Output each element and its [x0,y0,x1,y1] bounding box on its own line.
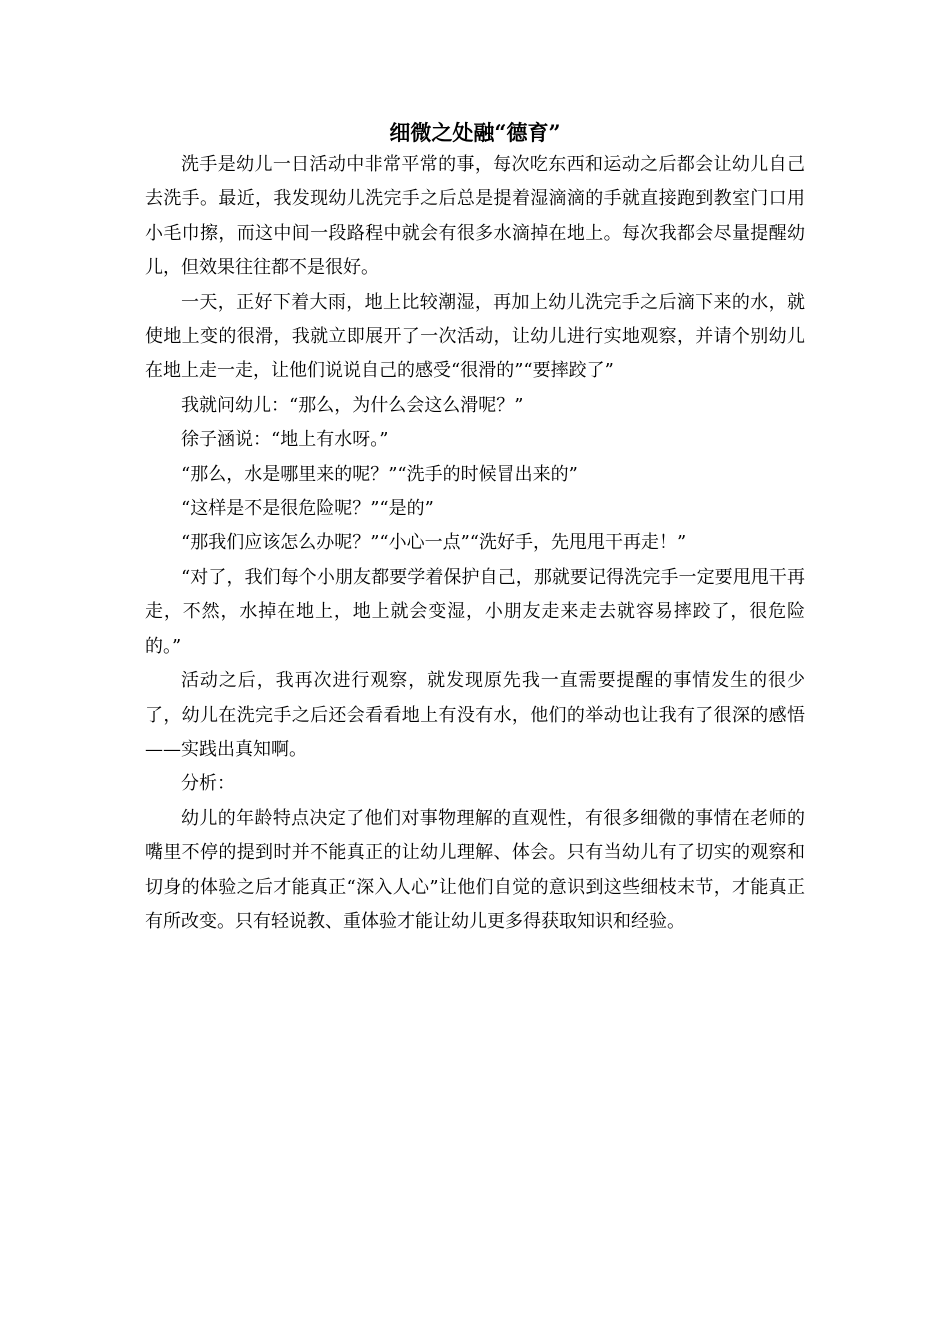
paragraph-4: 徐子涵说：“地上有水呀。” [181,429,389,451]
paragraph-3: 我就问幼儿：“那么，为什么会这么滑呢？” [181,394,524,416]
document-body [145,148,805,939]
paragraph-2: 一天，正好下着大雨，地上比较潮湿，再加上幼儿洗完手之后滴下来的水，就使地上变的很滑，我就立即展开了一次活动，让幼儿进行实地观察，并请个别幼儿在地上走一走，让他们说说自己的感受“很滑的”“要摔跤了” [145,291,805,382]
analysis-heading: 分析： [181,773,235,795]
document-title: 细微之处融“德育” [389,120,561,145]
paragraph-6: “这样是不是很危险呢？”“是的” [181,498,434,520]
paragraph-1: 洗手是幼儿一日活动中非常平常的事，每次吃东西和运动之后都会让幼儿自己去洗手。最近，我发现幼儿洗完手之后总是提着湿滴滴的手就直接跑到教室门口用小毛巾擦，而这中间一段路程中就会有很多水滴掉在地上。每次我都会尽量提醒幼儿，但效果往往都不是很好。 [145,154,805,279]
paragraph-8: “对了，我们每个小朋友都要学着保护自己，那就要记得洗完手一定要甩甩干再走，不然，水掉在地上，地上就会变湿，小朋友走来走去就容易摔跤了，很危险的。” [145,566,805,657]
paragraph-5: “那么，水是哪里来的呢？”“洗手的时候冒出来的” [181,463,578,485]
paragraph-7: “那我们应该怎么办呢？”“小心一点”“洗好手，先甩甩干再走！” [181,532,687,554]
paragraph-9: 活动之后，我再次进行观察，就发现原先我一直需要提醒的事情发生的很少了，幼儿在洗完手之后还会看看地上有没有水，他们的举动也让我有了很深的感悟——实践出真知啊。 [145,670,805,760]
paragraph-analysis: 幼儿的年龄特点决定了他们对事物理解的直观性，有很多细微的事情在老师的嘴里不停的提到时并不能真正的让幼儿理解、体会。只有当幼儿有了切实的观察和切身的体验之后才能真正“深入人心”让他们自觉的意识到这些细枝末节，才能真正有所改变。只有轻说教、重体验才能让幼儿更多得获取知识和经验。 [145,807,805,932]
document-page [145,0,805,1344]
